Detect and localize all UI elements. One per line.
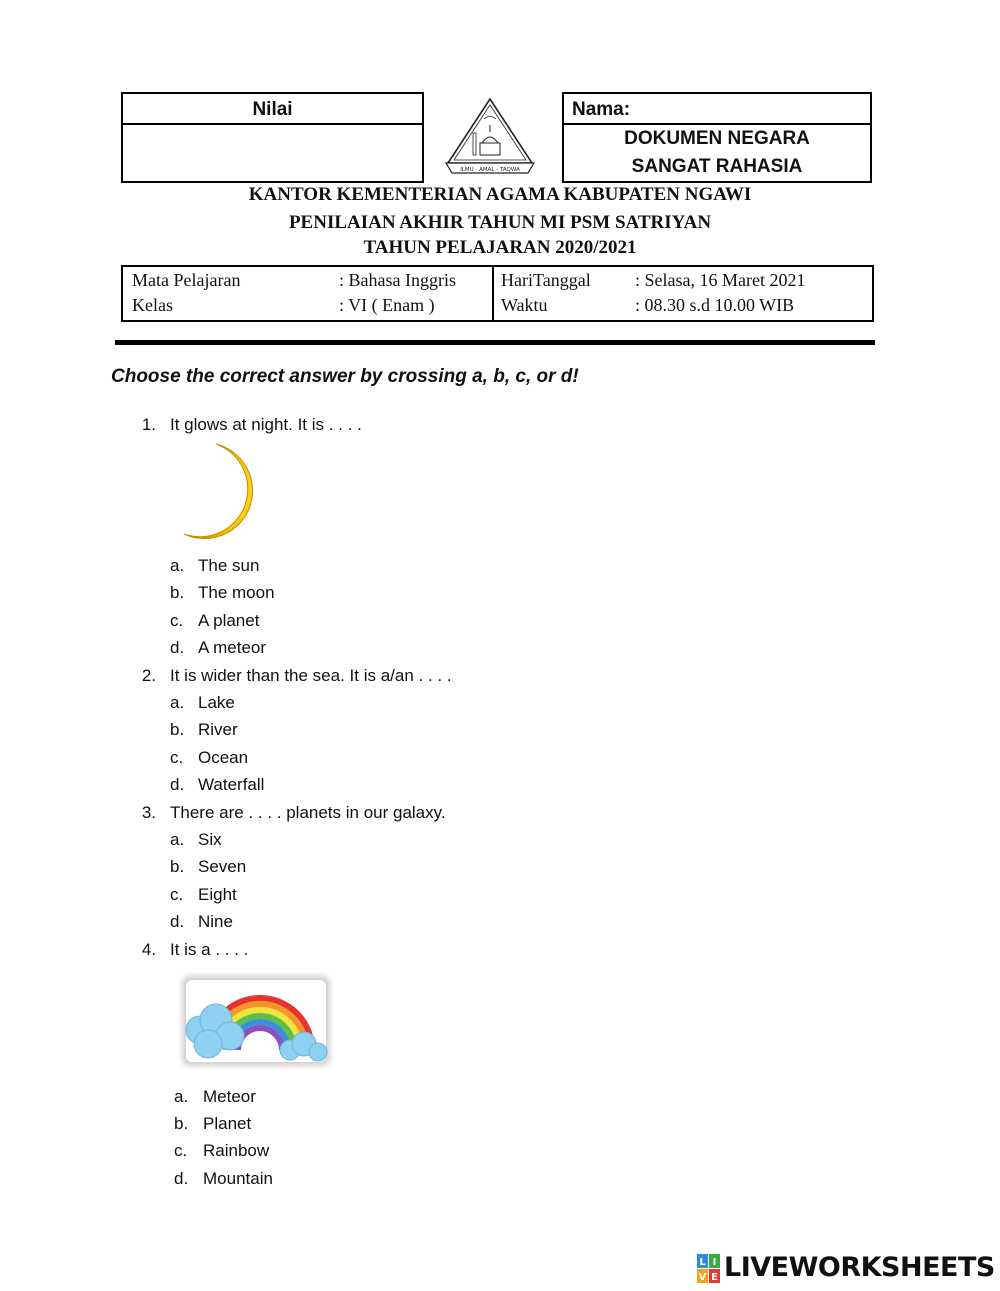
score-box	[121, 92, 424, 183]
question-number: 3.	[141, 803, 156, 822]
class-value: : VI ( Enam )	[339, 295, 435, 315]
doc-classification-1: DOKUMEN NEGARA	[624, 128, 810, 149]
question-text: There are . . . . planets in our galaxy.	[170, 803, 446, 822]
name-box	[562, 92, 872, 183]
time-label: Waktu	[501, 295, 548, 315]
school-year-title: TAHUN PELAJARAN 2020/2021	[363, 237, 637, 258]
time-value: : 08.30 s.d 10.00 WIB	[635, 295, 795, 315]
question-text: It glows at night. It is . . . .	[170, 415, 362, 434]
svg-text:I: I	[712, 1257, 717, 1268]
question-number: 2.	[141, 666, 156, 685]
question-number: 1.	[141, 415, 156, 434]
crescent-moon-image	[176, 440, 272, 544]
liveworksheets-icon	[697, 1254, 721, 1284]
question-text: It is wider than the sea. It is a/an . . . .	[170, 666, 452, 685]
date-value: : Selasa, 16 Maret 2021	[635, 270, 806, 290]
doc-classification-2: SANGAT RAHASIA	[631, 156, 803, 177]
name-label[interactable]: Nama:	[564, 94, 870, 125]
office-title: KANTOR KEMENTERIAN AGAMA KABUPATEN NGAWI	[248, 184, 752, 205]
subject-value: : Bahasa Inggris	[339, 270, 456, 290]
exam-info-box	[121, 265, 874, 322]
subject-label: Mata Pelajaran	[132, 270, 241, 290]
liveworksheets-text: LIVEWORKSHEETS	[724, 1252, 995, 1283]
class-label: Kelas	[132, 295, 173, 315]
question-text: It is a . . . .	[170, 940, 249, 959]
logo-motto: ILMU - AMAL - TAQWA	[460, 167, 520, 173]
svg-text:E: E	[711, 1272, 718, 1283]
header-divider	[115, 340, 875, 345]
date-label: HariTanggal	[501, 270, 591, 290]
question-number: 4.	[141, 940, 156, 959]
score-label: Nilai	[123, 94, 422, 125]
exam-title: PENILAIAN AKHIR TAHUN MI PSM SATRIYAN	[288, 212, 712, 233]
svg-text:L: L	[699, 1257, 706, 1268]
rainbow-image	[178, 972, 334, 1070]
instruction-text: Choose the correct answer by crossing a, b, c, or d!	[111, 366, 579, 387]
school-logo	[440, 95, 540, 177]
svg-text:V: V	[698, 1272, 707, 1283]
score-field[interactable]	[123, 125, 422, 181]
info-divider	[492, 267, 494, 320]
